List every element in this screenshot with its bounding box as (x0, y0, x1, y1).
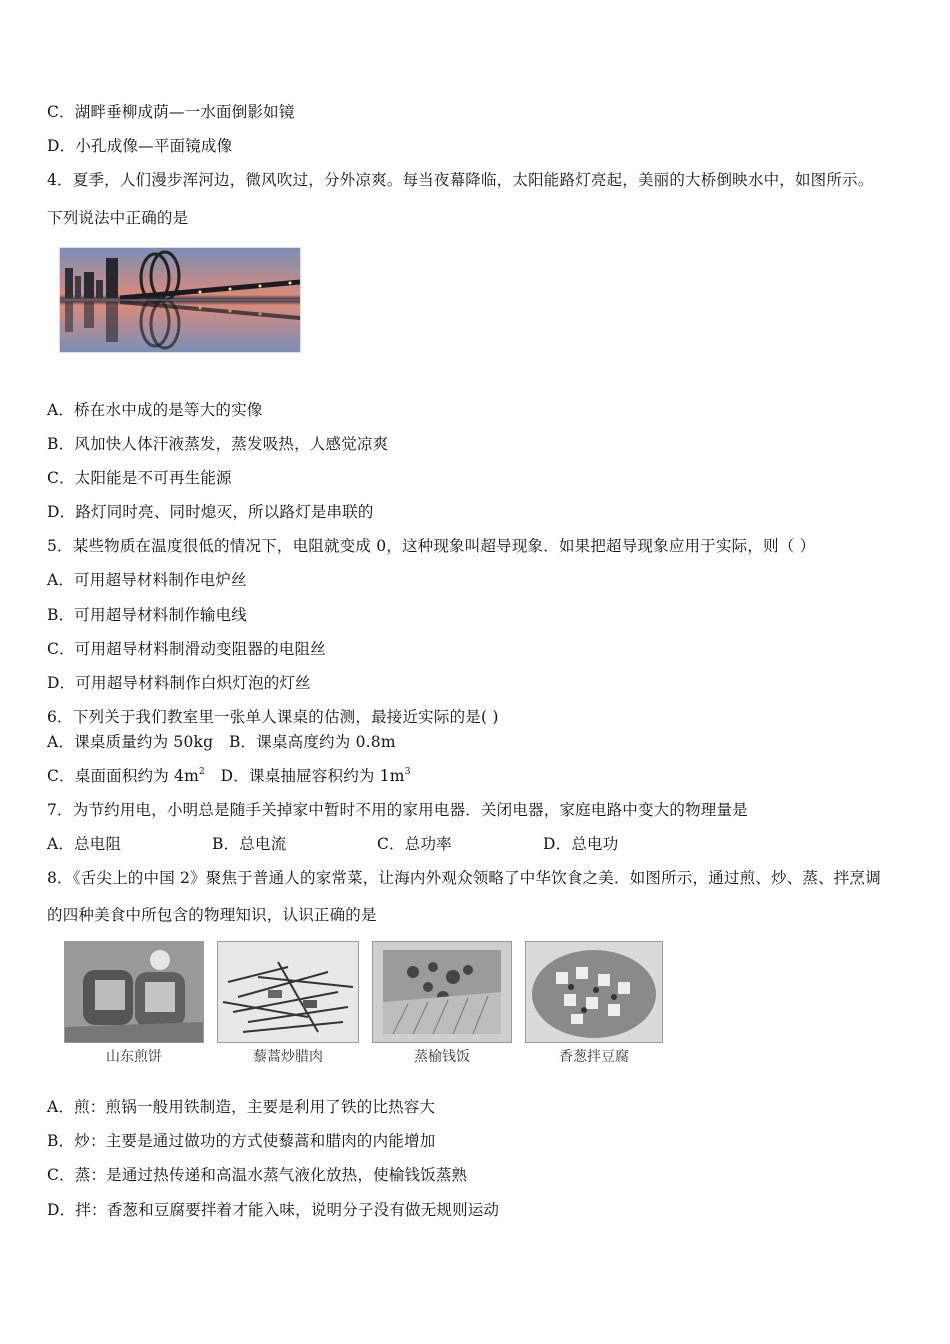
q6-option-d-sup: 3 (404, 766, 411, 777)
q5-stem: 5．某些物质在温度很低的情况下，电阻就变成 0，这种现象叫超导现象．如果把超导现象应用于实际，则（ ） (47, 537, 816, 555)
q7-option-c: C．总功率 (377, 835, 452, 853)
q4-stem-line1: 4．夏季，人们漫步浑河边，微风吹过，分外凉爽。每当夜幕降临，太阳能路灯亮起，美丽的大桥倒映水中，如图所示。 (47, 171, 874, 189)
q7-option-a: A．总电阻 (47, 835, 122, 853)
food-caption-2: 藜蒿炒腊肉 (253, 1049, 323, 1065)
q5-option-b: B．可用超导材料制作输电线 (47, 606, 247, 624)
q7-option-d: D．总电功 (543, 835, 619, 853)
food-caption-4: 香葱拌豆腐 (559, 1049, 629, 1065)
stirfry-photo (217, 941, 359, 1043)
q8-option-d: D．拌：香葱和豆腐要拌着才能入味，说明分子没有做无规则运动 (47, 1201, 500, 1219)
q4-option-d: D．路灯同时亮、同时熄灭，所以路灯是串联的 (47, 503, 374, 521)
q8-stem-line1: 8．《舌尖上的中国 2》聚焦于普通人的家常菜，让海内外观众领略了中华饮食之美．如图所示，通过煎、炒、蒸、拌烹调 (47, 869, 881, 887)
q3-option-c: C．湖畔垂柳成荫—一水面倒影如镜 (47, 103, 295, 121)
q6-option-d-text: D．课桌抽屉容积约为 1m (204, 767, 405, 785)
q3-option-d: D．小孔成像—平面镜成像 (47, 137, 233, 155)
q6-options-ab: A．课桌质量约为 50kg B．课桌高度约为 0.8m (47, 733, 396, 751)
food-caption-3: 蒸榆钱饭 (414, 1049, 470, 1065)
q5-option-a: A．可用超导材料制作电炉丝 (47, 571, 247, 589)
food-caption-1: 山东煎饼 (106, 1049, 162, 1065)
q4-option-a: A．桥在水中成的是等大的实像 (47, 401, 263, 419)
q6-option-c-sup: 2 (199, 766, 205, 777)
q8-stem-line2: 的四种美食中所包含的物理知识，认识正确的是 (47, 906, 377, 924)
q7-stem: 7．为节约用电，小明总是随手关掉家中暂时不用的家用电器．关闭电器，家庭电路中变大的物理量是 (47, 801, 748, 819)
q4-option-c: C．太阳能是不可再生能源 (47, 469, 232, 487)
q6-option-c-text: C．桌面面积约为 4m (47, 767, 200, 785)
food-images-row (64, 941, 664, 1076)
bridge-reflection-image (59, 247, 301, 353)
q5-option-c: C．可用超导材料制滑动变阻器的电阻丝 (47, 640, 326, 658)
q4-stem-line2: 下列说法中正确的是 (47, 209, 189, 227)
q8-option-b: B．炒：主要是通过做功的方式使藜蒿和腊肉的内能增加 (47, 1132, 436, 1150)
jianbing-photo (64, 941, 204, 1043)
tofu-photo (525, 941, 663, 1043)
q6-options-cd (47, 766, 411, 786)
q4-option-b: B．风加快人体汗液蒸发，蒸发吸热，人感觉凉爽 (47, 435, 389, 453)
q8-option-a: A．煎：煎锅一般用铁制造，主要是利用了铁的比热容大 (47, 1098, 436, 1116)
q7-option-b: B．总电流 (212, 835, 287, 853)
q8-option-c: C．蒸：是通过热传递和高温水蒸气液化放热，使榆钱饭蒸熟 (47, 1166, 468, 1184)
q6-stem: 6．下列关于我们教室里一张单人课桌的估测，最接近实际的是( ) (47, 708, 499, 726)
steamed-photo (372, 941, 512, 1043)
q5-option-d: D．可用超导材料制作白炽灯泡的灯丝 (47, 674, 311, 692)
